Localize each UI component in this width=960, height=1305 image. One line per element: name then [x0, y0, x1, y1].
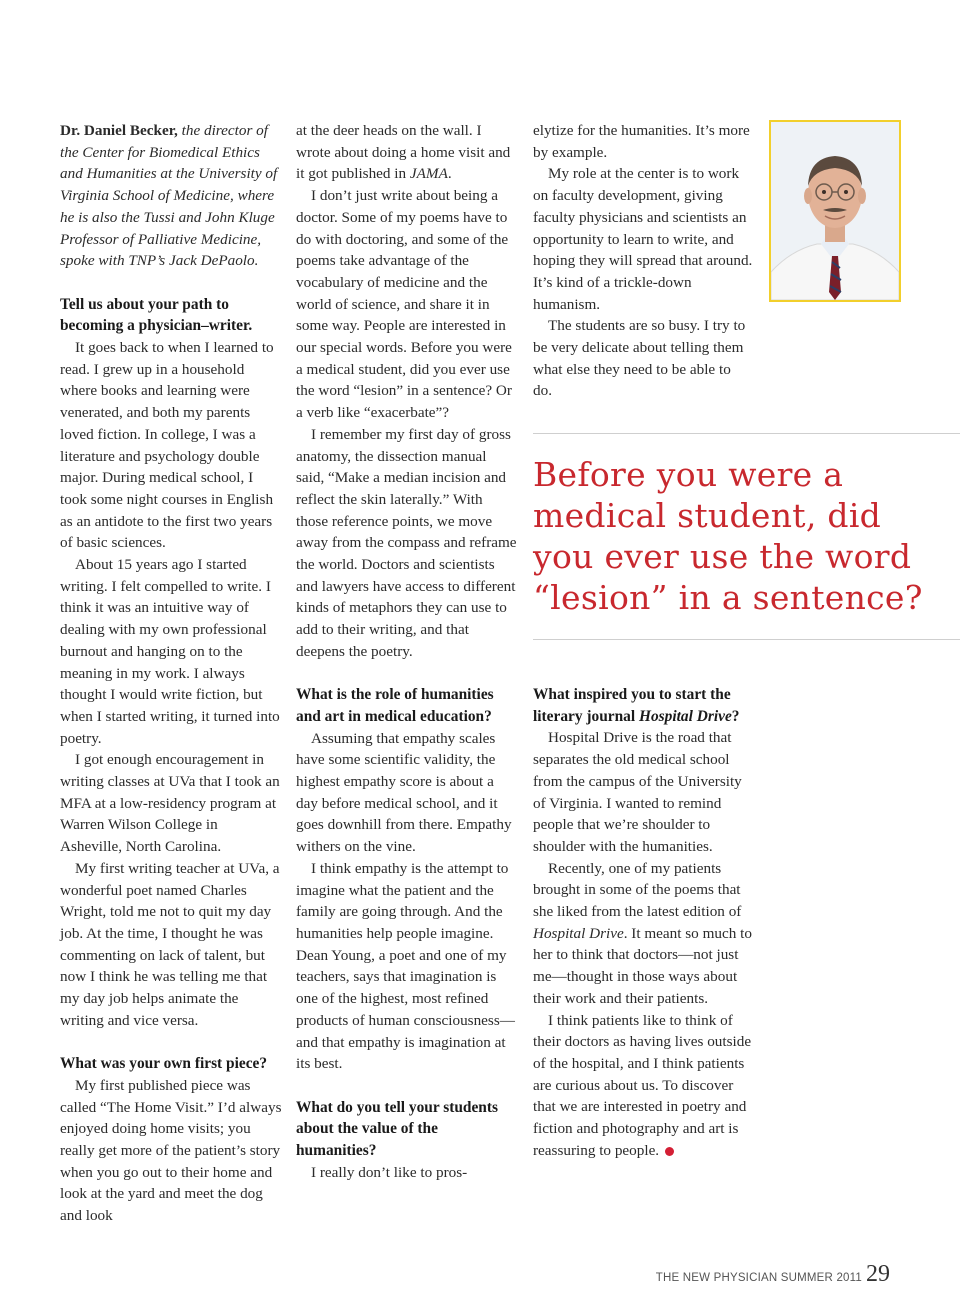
answer-paragraph: at the deer heads on the wall. I wrote about doing a home visit and it got published in JAMA.: [296, 122, 511, 183]
answer-paragraph: Hospital Drive is the road that separates the old medical school from the campus of the University of Virginia. I wanted to remind people that we’re shoulder to shoulder with the humanities.: [533, 729, 742, 855]
question-heading: What do you tell your students about the value of the humanities?: [296, 1098, 498, 1160]
article-column-1: [60, 120, 282, 1227]
answer-paragraph: About 15 years ago I started writing. I felt compelled to write. I think it was an intuitive way of dealing with my own professional burnout and hanging on to the meaning in my work. I always thought I would write fiction, but when I started writing, it turned into poetry.: [60, 556, 280, 747]
answer-paragraph: Recently, one of my patients brought in some of the poems that she liked from the latest edition of Hospital Drive. It meant so much to her to think that doctors—not just me—thought in those ways about their work and their patients.: [533, 859, 752, 1007]
pull-quote-box: [533, 433, 960, 640]
article-column-3-bottom: [533, 684, 753, 1161]
page-number: 29: [866, 1261, 890, 1287]
question-heading: What inspired you to start the literary journal Hospital Drive?: [533, 686, 740, 725]
answer-paragraph: I think patients like to think of their doctors as having lives outside of the hospital, and I think patients are curious about us. To discover that we are interested in poetry and fiction and photography and art is reassuring to people.: [533, 1011, 752, 1159]
answer-paragraph: I remember my first day of gross anatomy, the dissection manual said, “Make a median incision and reflect the skin laterally.” With those reference points, we move away from the compass and reframe the world. Doctors and scientists and lawyers have access to different kinds of metaphors they can use to add to their writing, and that deepens the poetry.: [296, 425, 517, 660]
intro-paragraph: Dr. Daniel Becker, the director of the Center for Biomedical Ethics and Humanities at the University of Virginia School of Medicine, where he is also the Tussi and John Kluge Professor of Palliative Medicine, spoke with TNP’s Jack DePaolo.: [60, 122, 278, 270]
end-of-article-mark: [665, 1147, 674, 1156]
answer-paragraph: I don’t just write about being a doctor. Some of my poems have to do with doctoring, and some of the poems take advantage of the vocabulary of medicine and the world of science, and share it in some way. People are interested in our special words. Before you were a medical student, did you ever use the word “lesion” in a sentence? Or a verb like “exacerbate”?: [296, 187, 512, 422]
magazine-issue: THE NEW PHYSICIAN SUMMER 2011: [655, 1272, 862, 1284]
answer-paragraph: It goes back to when I learned to read. I grew up in a household where books and learning were venerated, and both my parents loved fiction. In college, I was a literature and psychology double major. During medical school, I took some night courses in English as an antidote to the first two years of basic sciences.: [60, 339, 274, 552]
answer-paragraph: I got enough encouragement in writing classes at UVa that I took an MFA at a low-residency program at Warren Wilson College in Asheville, North Carolina.: [60, 751, 280, 856]
answer-paragraph: My first writing teacher at UVa, a wonderful poet named Charles Wright, told me not to quit my day job. At the time, I thought he was commenting on lack of talent, but now I think he was telling me that my day job helps animate the writing and vice versa.: [60, 859, 280, 1029]
journal-title: Hospital Drive: [639, 707, 732, 725]
answer-paragraph: elytize for the humanities. It’s more by example.: [533, 122, 750, 161]
answer-paragraph: The students are so busy. I try to be very delicate about telling them what else they need to be able to do.: [533, 317, 746, 400]
answer-paragraph: Assuming that empathy scales have some scientific validity, the highest empathy score is about a day before medical school, and it goes downhill from there. Empathy withers on the vine.: [296, 729, 512, 856]
answer-paragraph: My role at the center is to work on faculty development, giving faculty physicians and scientists an opportunity to learn to write, and hoping they will spread that around. It’s kind of a trickle-down humanism.: [533, 165, 753, 313]
question-heading: Tell us about your path to becoming a physician–writer.: [60, 295, 253, 335]
journal-title: Hospital Drive: [533, 924, 624, 942]
answer-paragraph: I think empathy is the attempt to imagine what the patient and the family are going through. And the humanities help people imagine. Dean Young, a poet and one of my teachers, says that imagination is one of the highest, most refined products of human consciousness—and that empathy is imagination at its best.: [296, 859, 515, 1073]
portrait-photo: [769, 120, 901, 302]
pull-quote: Before you were a medical student, did you ever use the word “lesion” in a sentence?: [533, 455, 923, 617]
interviewee-name: Dr. Daniel Becker,: [60, 122, 178, 139]
article-column-3: [533, 120, 753, 402]
question-heading: What is the role of humanities and art in medical education?: [296, 686, 494, 725]
answer-paragraph: I really don’t like to pros-: [311, 1163, 468, 1181]
journal-title: JAMA: [409, 165, 448, 183]
question-heading: What was your own first piece?: [60, 1055, 268, 1073]
page-footer: [656, 1261, 890, 1288]
article-column-2: [296, 120, 518, 1183]
answer-paragraph: My first published piece was called “The Home Visit.” I’d always enjoyed doing home visits; you really get more of the patient’s story when you go out to their home and look at the yard and meet the dog and look: [60, 1076, 282, 1225]
portrait-illustration: [771, 122, 899, 300]
